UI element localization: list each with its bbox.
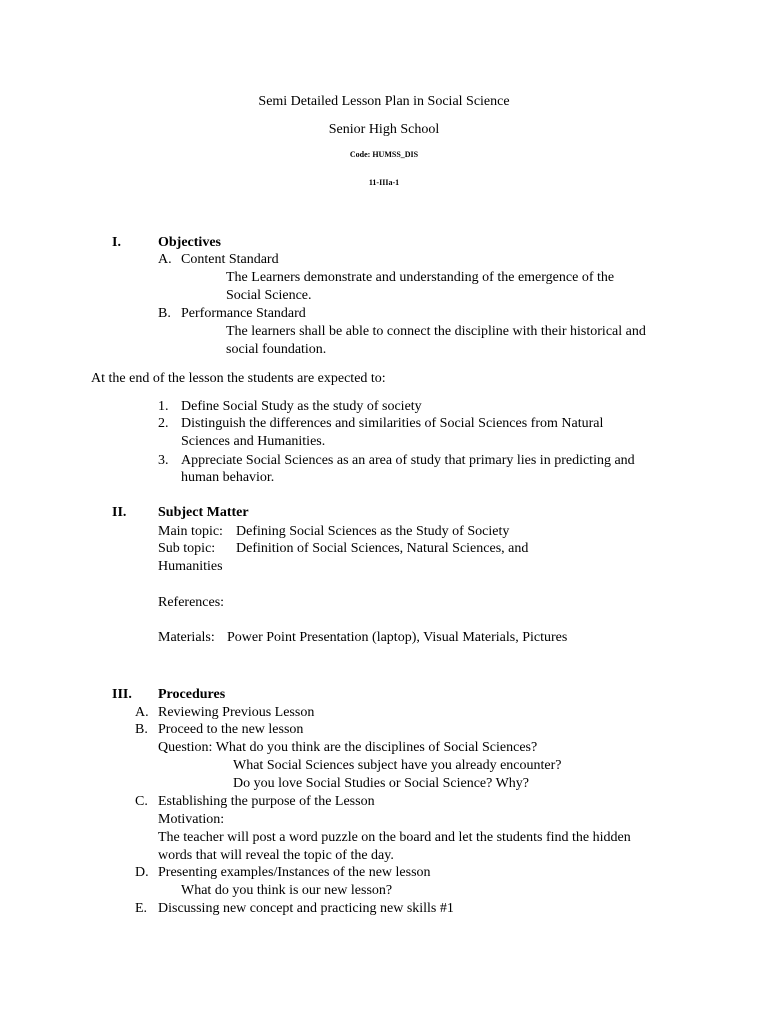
performance-standard-text-line1: The learners shall be able to connect the discipline with their historical and (226, 324, 646, 339)
content-standard-text-line1: The Learners demonstrate and understanding of the emergence of the (226, 270, 615, 285)
sub-topic-value-cont: Humanities (158, 559, 223, 574)
procedure-step: Reviewing Previous Lesson (158, 705, 315, 720)
procedure-letter: B. (135, 722, 148, 737)
procedure-step: Presenting examples/Instances of the new lesson (158, 865, 431, 880)
procedure-question: Question: What do you think are the disciplines of Social Sciences? (158, 740, 538, 755)
objective-item-text-cont: Sciences and Humanities. (181, 434, 326, 449)
motivation-label: Motivation: (158, 812, 225, 827)
procedure-letter: E. (135, 901, 148, 916)
motivation-text: The teacher will post a word puzzle on the board and let the students find the hidden (158, 830, 631, 845)
document-title: Semi Detailed Lesson Plan in Social Science (258, 94, 510, 109)
section-heading-objectives: Objectives (158, 235, 221, 250)
objective-item-text-cont: human behavior. (181, 470, 275, 485)
procedure-letter: C. (135, 794, 148, 809)
main-topic-label: Main topic: (158, 524, 223, 539)
procedure-step: Establishing the purpose of the Lesson (158, 794, 375, 809)
procedure-question: What Social Sciences subject have you already encounter? (233, 758, 562, 773)
procedure-question: What do you think is our new lesson? (181, 883, 393, 898)
section-heading-subject-matter: Subject Matter (158, 505, 249, 520)
procedure-step: Discussing new concept and practicing new skills #1 (158, 901, 454, 916)
performance-standard-label: Performance Standard (181, 306, 306, 321)
sub-topic-value: Definition of Social Sciences, Natural Sciences, and (236, 541, 529, 556)
objectives-intro: At the end of the lesson the students are expected to: (91, 371, 386, 386)
procedure-letter: D. (135, 865, 149, 880)
materials-label: Materials: (158, 630, 215, 645)
motivation-text-cont: words that will reveal the topic of the day. (158, 848, 394, 863)
objective-item-number: 3. (158, 453, 169, 468)
materials-value: Power Point Presentation (laptop), Visual Materials, Pictures (227, 630, 568, 645)
performance-standard-text-line2: social foundation. (226, 342, 327, 357)
objective-item-text: Distinguish the differences and similarities of Social Sciences from Natural (181, 416, 604, 431)
content-standard-letter: A. (158, 252, 172, 267)
content-standard-label: Content Standard (181, 252, 279, 267)
procedure-step: Proceed to the new lesson (158, 722, 304, 737)
sub-topic-label: Sub topic: (158, 541, 216, 556)
main-topic-value: Defining Social Sciences as the Study of Society (236, 524, 510, 539)
course-code-number: 11-IIIa-1 (368, 178, 400, 187)
procedure-letter: A. (135, 705, 149, 720)
objective-item-number: 1. (158, 399, 169, 414)
section-numeral-procedures: III. (112, 687, 132, 702)
course-code: Code: HUMSS_DIS (349, 150, 419, 159)
section-heading-procedures: Procedures (158, 687, 226, 702)
objective-item-text: Appreciate Social Sciences as an area of study that primary lies in predicting and (181, 453, 635, 468)
section-numeral-objectives: I. (112, 235, 121, 250)
section-numeral-subject-matter: II. (112, 505, 127, 520)
school-level: Senior High School (328, 122, 440, 137)
objective-item-number: 2. (158, 416, 169, 431)
references-label: References: (158, 595, 225, 610)
content-standard-text-line2: Social Science. (226, 288, 312, 303)
procedure-question: Do you love Social Studies or Social Science? Why? (233, 776, 530, 791)
objective-item-text: Define Social Study as the study of society (181, 399, 422, 414)
performance-standard-letter: B. (158, 306, 171, 321)
